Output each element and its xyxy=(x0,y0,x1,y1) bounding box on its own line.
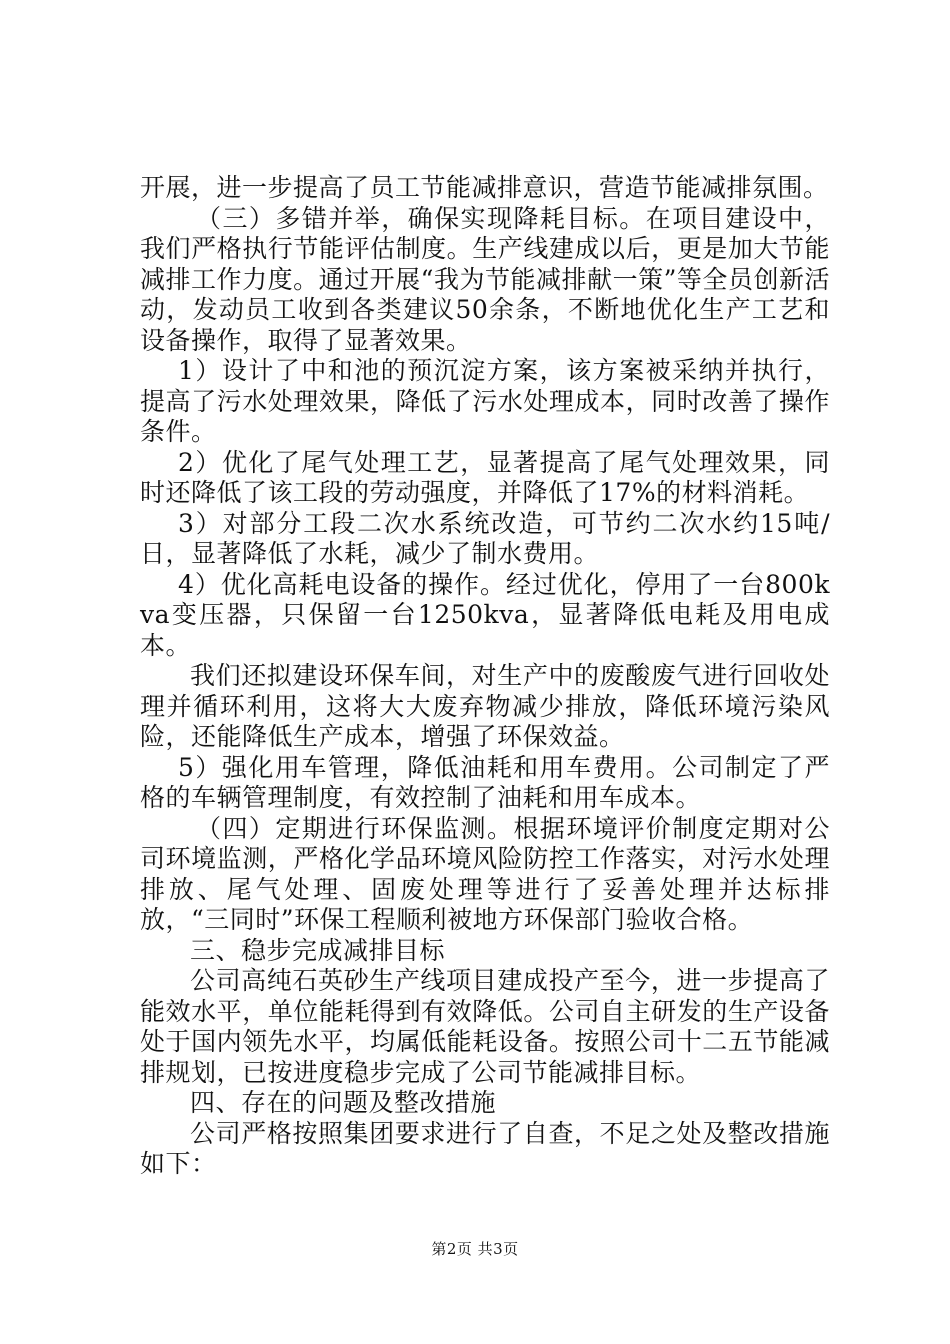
list-item-3: 3）对部分工段二次水系统改造，可节约二次水约15吨/日，显著降低了水耗，减少了制水费用。 xyxy=(140,508,830,568)
list-item-2: 2）优化了尾气处理工艺，显著提高了尾气处理效果，同时还降低了该工段的劳动强度，并降低了17%的材料消耗。 xyxy=(140,447,830,507)
paragraph-section-three: （三）多错并举，确保实现降耗目标。在项目建设中，我们严格执行节能评估制度。生产线建成以后，更是加大节能减排工作力度。通过开展“我为节能减排献一策”等全员创新活动，发动员工收到各类建议50余条，不断地优化生产工艺和设备操作，取得了显著效果。 xyxy=(140,203,830,355)
paragraph-continuation: 开展，进一步提高了员工节能减排意识，营造节能减排氛围。 xyxy=(140,173,829,202)
paragraph-self-inspection: 公司严格按照集团要求进行了自查，不足之处及整改措施如下： xyxy=(140,1118,830,1178)
paragraph-reduction-goals: 公司高纯石英砂生产线项目建成投产至今，进一步提高了能效水平，单位能耗得到有效降低。公司自主研发的生产设备处于国内领先水平，均属低能耗设备。按照公司十二五节能减排规划，已按进度稳步完成了公司节能减排目标。 xyxy=(140,966,830,1087)
list-item-1: 1）设计了中和池的预沉淀方案，该方案被采纳并执行，提高了污水处理效果，降低了污水处理成本，同时改善了操作条件。 xyxy=(140,356,830,446)
paragraph-section-four: （四）定期进行环保监测。根据环境评价制度定期对公司环境监测，严格化学品环境风险防控工作落实，对污水处理排放、尾气处理、固废处理等进行了妥善处理并达标排放，“三同时”环保工程顺利被地方环保部门验收合格。 xyxy=(140,813,830,934)
heading-section-three: 三、稳步完成减排目标 xyxy=(190,935,446,965)
list-item-5: 5）强化用车管理，降低油耗和用车费用。公司制定了严格的车辆管理制度，有效控制了油耗和用车成本。 xyxy=(140,752,830,812)
heading-section-four: 四、存在的问题及整改措施 xyxy=(190,1088,497,1117)
list-item-4: 4）优化高耗电设备的操作。经过优化，停用了一台800kva变压器，只保留一台1250kva，显著降低电耗及用电成本。 xyxy=(140,569,830,660)
page-number-footer: 第2页 共3页 xyxy=(431,1240,519,1258)
document-body xyxy=(140,173,830,1180)
paragraph-environment-workshop: 我们还拟建设环保车间，对生产中的废酸废气进行回收处理并循环利用，这将大大废弃物减少排放，降低环境污染风险，还能降低生产成本，增强了环保效益。 xyxy=(140,661,830,751)
